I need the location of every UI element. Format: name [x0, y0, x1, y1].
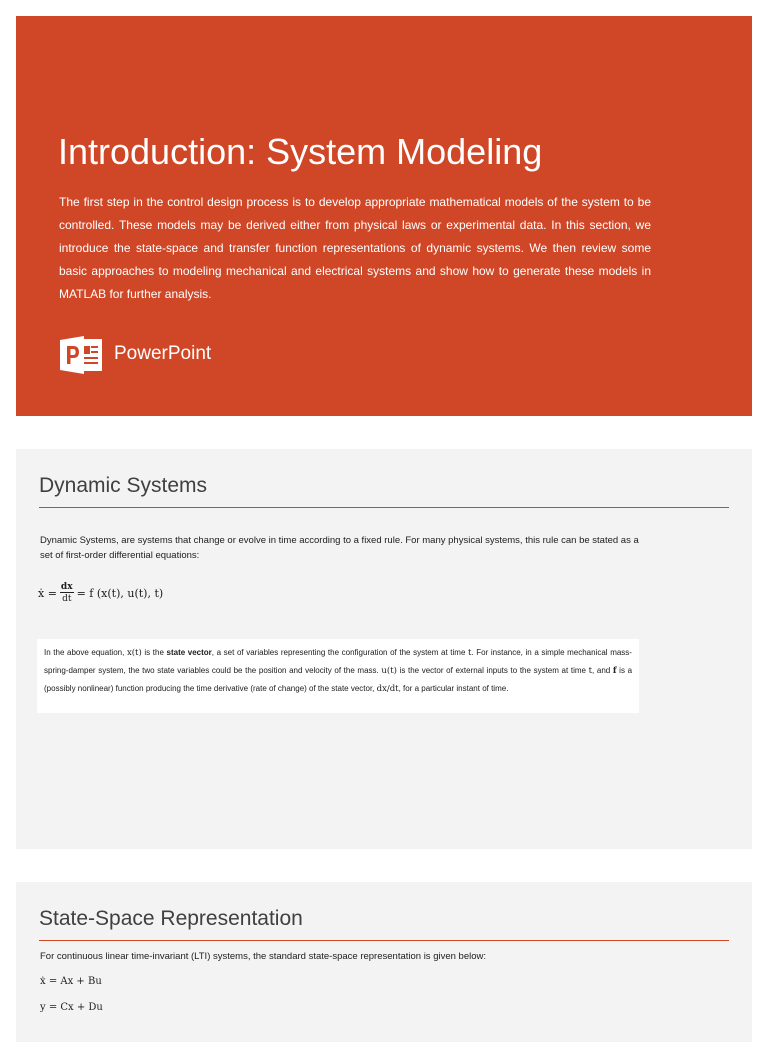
- math-u-t: u(t): [381, 666, 397, 676]
- page-title: Introduction: System Modeling: [58, 131, 543, 172]
- fraction-denominator: dt: [62, 594, 72, 604]
- section-heading: State-Space Representation: [39, 907, 303, 930]
- state-equation: ẋ = Ax + Bu: [40, 976, 102, 987]
- section-intro: For continuous linear time-invariant (LTI) systems, the standard state-space representation is given below:: [40, 951, 487, 962]
- powerpoint-icon: [60, 336, 104, 374]
- note-text: In the above equation,: [44, 648, 127, 657]
- math-f: f: [612, 666, 617, 676]
- state-space-card: [16, 882, 752, 1042]
- equation-explanation: [37, 639, 639, 713]
- state-equation: [38, 582, 163, 604]
- math-t: t: [588, 666, 593, 676]
- app-name: PowerPoint: [114, 343, 212, 364]
- heading-divider: [39, 507, 729, 508]
- dynamic-systems-card: [16, 449, 752, 849]
- note-text: is a (possibly nonlinear) function producing the time derivative (rate of change) of the state vector,: [44, 666, 633, 693]
- math-dx-dt: dx/dt: [376, 684, 399, 694]
- note-text: . For instance, in a simple mechanical mass-spring-damper system, the two state variables could be the position and velocity of the mass.: [44, 648, 632, 675]
- heading-divider: [39, 940, 729, 941]
- fraction-numerator: dx: [60, 582, 73, 592]
- section-heading: Dynamic Systems: [39, 474, 208, 497]
- note-text: , for a particular instant of time.: [398, 684, 509, 693]
- output-equation: y = Cx + Du: [40, 1002, 103, 1013]
- note-text: , and: [592, 666, 613, 675]
- intro-description: The first step in the control design process is to develop appropriate mathematical models of the system to be controlled. These models may be derived either from physical laws or experimental data. In this section, we introduce the state-space and transfer function representations of dynamic systems. We then review some basic approaches to modeling mechanical and electrical systems and show how to generate these models in MATLAB for further analysis.: [59, 195, 651, 301]
- intro-banner: [16, 16, 752, 416]
- equation-rhs: = f (x(t), u(t), t): [76, 586, 164, 600]
- math-x-t: x(t): [126, 648, 142, 658]
- derivative-fraction: [60, 582, 74, 604]
- note-text: is the vector of external inputs to the system at time: [396, 666, 589, 675]
- note-text: is the: [141, 648, 167, 657]
- note-text: , a set of variables representing the configuration of the system at time: [211, 648, 469, 657]
- math-t: t: [468, 648, 472, 658]
- state-vector-term: state vector: [166, 648, 212, 657]
- section-intro: Dynamic Systems, are systems that change or evolve in time according to a fixed rule. For many physical systems, this rule can be stated as a set of first-order differential equations:: [40, 535, 639, 561]
- equation-lhs: ẋ =: [38, 586, 57, 600]
